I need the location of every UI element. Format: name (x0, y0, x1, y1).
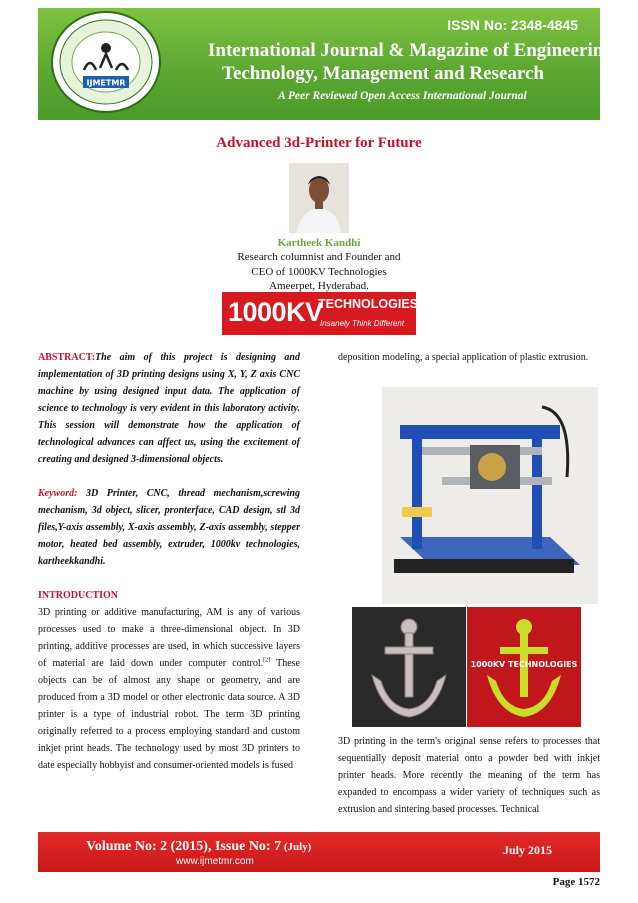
page-number: Page 1572 (552, 876, 600, 888)
volume-text: Volume No: 2 (2015), Issue No: 7 (86, 839, 282, 854)
journal-url: www.ijmetmr.com (176, 856, 254, 867)
company-logo-main: 1000KV (228, 297, 323, 327)
journal-title-line1: International Journal & Magazine of Engineering, (208, 40, 618, 61)
company-logo-tagline: Insanely Think Different (320, 319, 405, 328)
article-title: Advanced 3d-Printer for Future (216, 135, 422, 151)
abstract-text: The aim of this project is designing and implementation of 3D printing designs using X, Y, Z axis CNC machine by using designed input data. The application of science to technology is very evident in this laboratory activity. This session will demonstrate how the application of technological advances can affect us, using the excitement of creating and designed 3-dimensional objects. (38, 352, 300, 465)
keywords-text: 3D Printer, CNC, thread mechanism,screwing mechanism, 3d object, slicer, pronterface, CAD design, stl 3d files,Y-axis assembly, X-axis assembly, Z-axis assembly, stepper motor, heated bed assembly, extruder, 1000kv technologies, kartheekkandhi. (38, 488, 300, 567)
issue-date: July 2015 (502, 843, 552, 857)
volume-issue (86, 839, 311, 855)
logo-text: IJMETMR (86, 78, 126, 88)
right-column-top (338, 349, 600, 366)
left-column (38, 349, 300, 774)
anchor-logo-text: 1000KV TECHNOLOGIES (470, 660, 578, 669)
company-logo (222, 292, 419, 335)
author-name: Kartheek Kandhi (277, 237, 361, 249)
company-logo-technologies: TECHNOLOGIES (318, 297, 419, 311)
3d-printer-image (382, 387, 598, 604)
keywords-paragraph (38, 485, 300, 570)
anchor-print-image (352, 607, 466, 727)
paragraph-3d-printing-term: 3D printing in the term's original sense refers to processes that sequentially deposit material onto a powder bed with inkjet printer heads. More recently the meaning of the term has expanded to encompass a wider variety of techniques such as extrusion and sintering based processes. Technical (338, 736, 600, 815)
abstract-paragraph (38, 349, 300, 468)
continuation-paragraph: deposition modeling, a special application of plastic extrusion. (338, 352, 589, 363)
introduction-text-1: 3D printing or additive manufacturing, AM is any of various processes used to make a three-dimensional object. In 3D printing, additive processes are used, in which successive layers of material are laid down under computer control. (38, 607, 300, 669)
volume-month: (July) (281, 841, 312, 853)
journal-tagline: A Peer Reviewed Open Access International Journal (278, 90, 527, 102)
issn-number: ISSN No: 2348-4845 (447, 17, 578, 33)
introduction-text-2: These objects can be of almost any shape or geometry, and are produced from a 3D model or other electronic data source. A 3D printer is a type of industrial robot. The term 3D printing originally referred to a process employing standard and custom inkjet print heads. The technology used by most 3D printers to date especially hobbyist and consumer-oriented models is fused (38, 658, 300, 771)
journal-footer (38, 832, 600, 872)
journal-logo-icon (50, 10, 162, 114)
author-photo (289, 163, 349, 233)
anchor-logo-image (467, 607, 581, 727)
introduction-heading: INTRODUCTION (38, 590, 119, 601)
author-affiliation-line3: Ameerpet, Hyderabad. (269, 280, 369, 292)
citation-ref: [2] (263, 657, 271, 664)
author-affiliation-line2: CEO of 1000KV Technologies (251, 266, 387, 278)
author-affiliation-line1: Research columnist and Founder and (237, 251, 401, 263)
right-column-bottom (338, 733, 600, 818)
introduction-paragraph (38, 604, 300, 774)
journal-title-line2: Technology, Management and Research (222, 63, 544, 84)
abstract-label: ABSTRACT: (38, 352, 96, 363)
keywords-label: Keyword: (38, 488, 78, 499)
